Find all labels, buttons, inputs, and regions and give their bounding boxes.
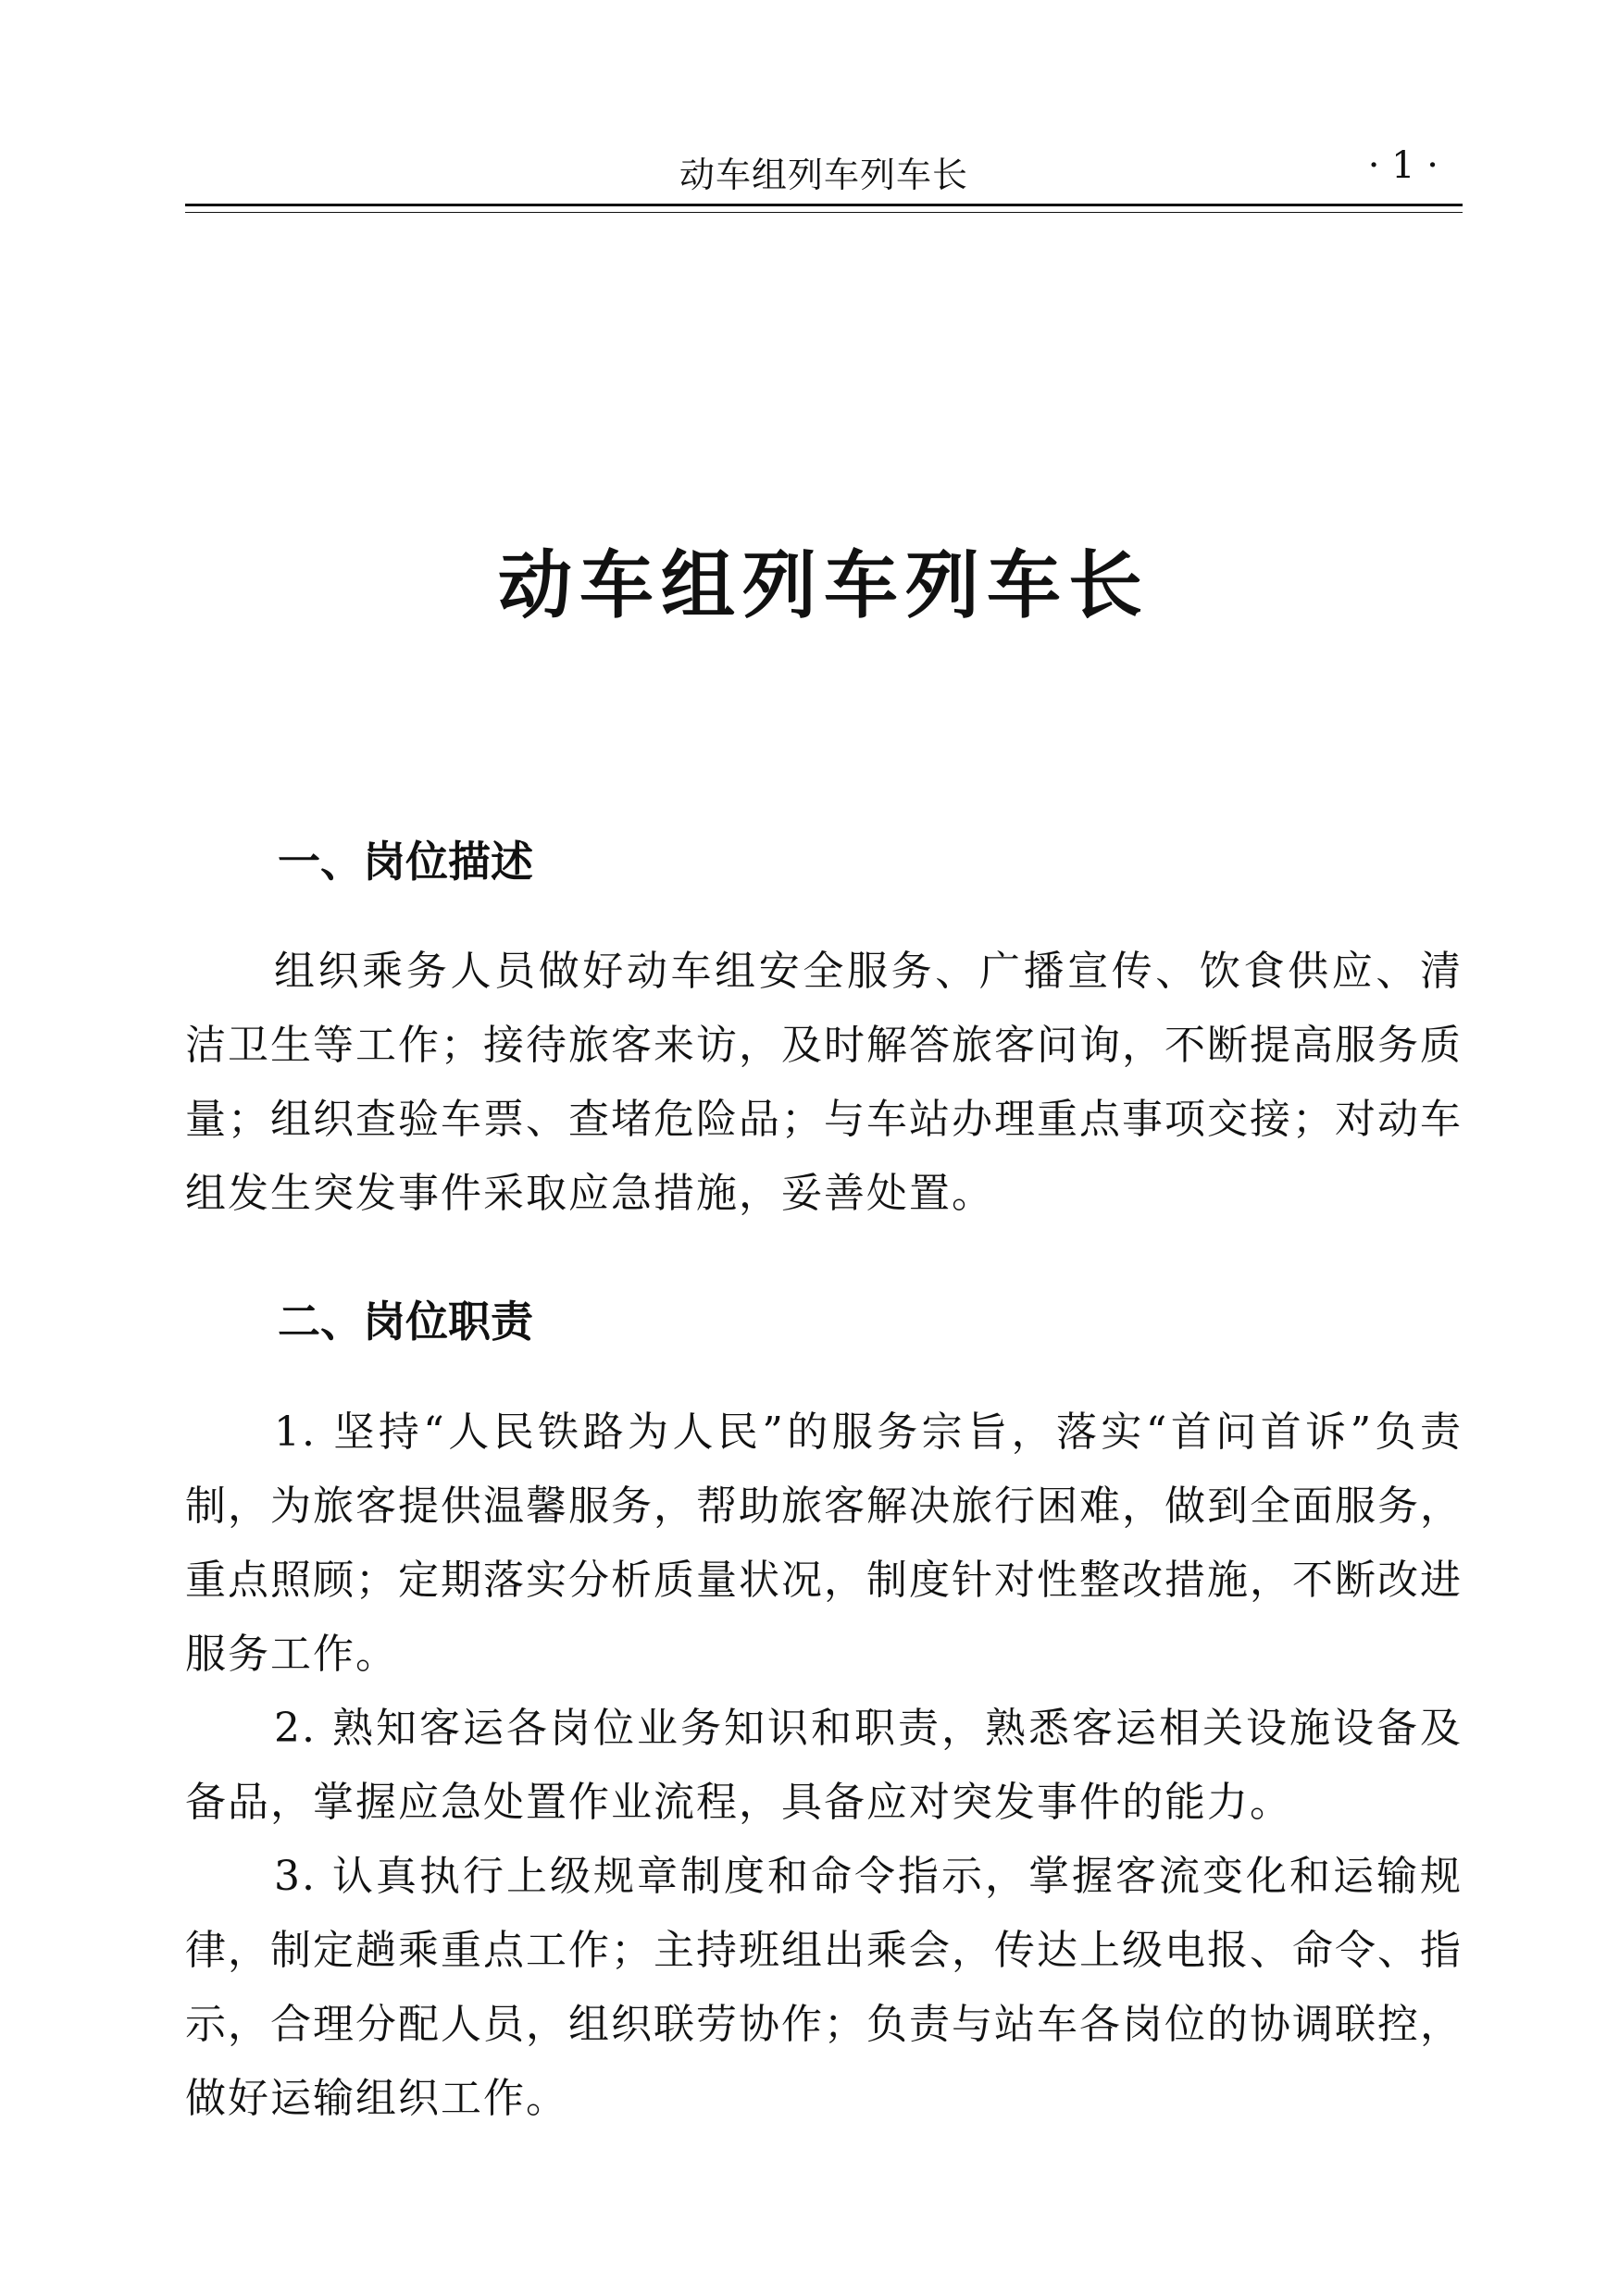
paragraph-description: 组织乘务人员做好动车组安全服务、广播宣传、饮食供应、清洁卫生等工作；接待旅客来访，及时解答旅客问询，不断提高服务质量；组织查验车票、查堵危险品；与车站办理重点事项交接；对动车组发生突发事件采取应急措施，妥善处置。 <box>185 948 1463 1217</box>
running-title: 动车组列车列车长 <box>679 155 968 195</box>
section-heading-duties: 二、岗位职责 <box>278 1297 533 1347</box>
paragraph-duty-2: 2. 熟知客运各岗位业务知识和职责，熟悉客运相关设施设备及备品，掌握应急处置作业流程，具备应对突发事件的能力。 <box>185 1705 1463 1826</box>
paragraph-duty-1: 1. 坚持“人民铁路为人民”的服务宗旨，落实“首问首诉”负责制，为旅客提供温馨服务，帮助旅客解决旅行困难，做到全面服务，重点照顾；定期落实分析质量状况，制度针对性整改措施，不断改进服务工作。 <box>185 1409 1463 1678</box>
page-number: · 1 · <box>1367 144 1438 187</box>
chapter-title: 动车组列车列车长 <box>498 542 1150 628</box>
header-rule-thin <box>185 212 1463 213</box>
paragraph-duty-3: 3. 认真执行上级规章制度和命令指示，掌握客流变化和运输规律，制定趟乘重点工作；主持班组出乘会，传达上级电报、命令、指示，合理分配人员，组织联劳协作；负责与站车各岗位的协调联控，做好运输组织工作。 <box>185 1853 1463 2122</box>
header-rule-thick <box>185 204 1463 206</box>
running-header <box>185 141 1463 196</box>
section-heading-description: 一、岗位描述 <box>278 837 533 887</box>
